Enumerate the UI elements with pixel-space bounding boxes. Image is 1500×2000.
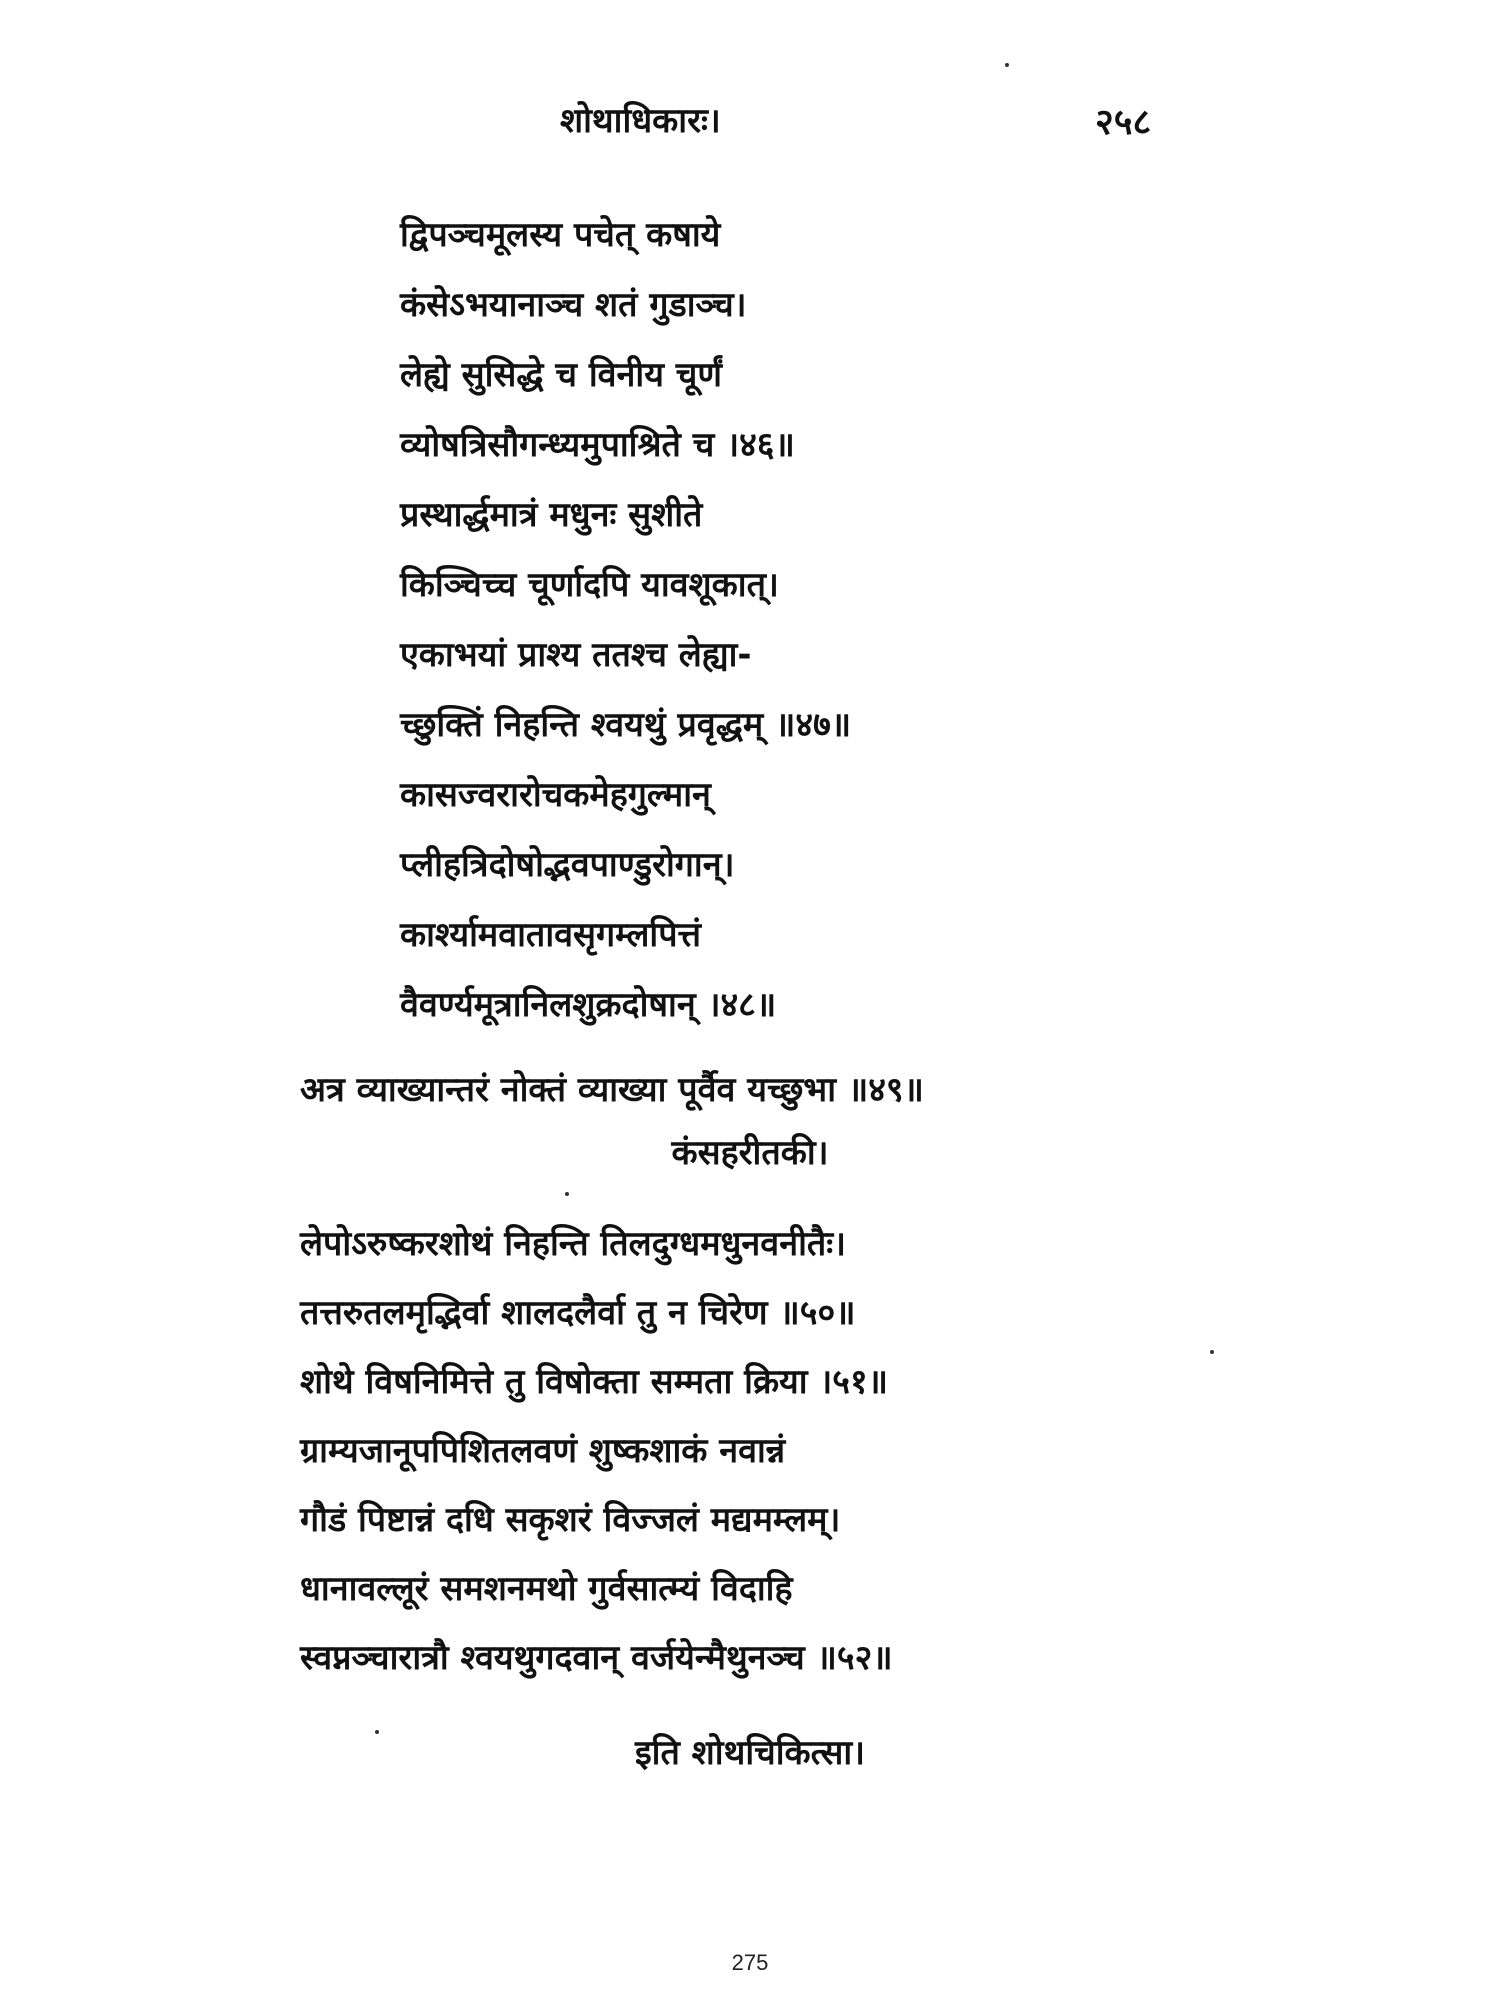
verse-line: लेह्ये सुसिद्धे च विनीय चूर्णं — [400, 355, 722, 395]
section-closing-heading: इति शोथचिकित्सा। — [634, 1733, 866, 1773]
verse-line: स्वप्नञ्चारात्रौ श्वयथुगदवान् वर्जयेन्मैथुनञ्च ॥५२॥ — [300, 1638, 893, 1678]
verse-line: गौडं पिष्टान्नं दधि सकृशरं विज्जलं मद्यमम्लम्। — [300, 1500, 841, 1540]
scan-speck — [1005, 63, 1009, 67]
verse-block-shotha-rules — [300, 1210, 1300, 1693]
verse-block-kansa-haritaki — [400, 200, 1200, 1040]
verse-line: वैवर्ण्यमूत्रानिलशुक्रदोषान् ।४८॥ — [400, 985, 777, 1025]
verse-line: कंसेऽभयानाञ्च शतं गुडाञ्च। — [400, 285, 747, 325]
folio-page-number: 275 — [731, 1950, 769, 1975]
commentary-line: अत्र व्याख्यान्तरं नोक्तं व्याख्या पूर्वैव यच्छुभा ॥४९॥ — [300, 1070, 924, 1110]
verse-line: कासज्वरारोचकमेहगुल्मान् — [400, 775, 711, 815]
page-header — [0, 96, 1500, 156]
running-title: शोथाधिकारः। — [560, 101, 721, 141]
verse-line: प्रस्थार्द्धमात्रं मधुनः सुशीते — [400, 495, 703, 535]
verse-line: व्योषत्रिसौगन्ध्यमुपाश्रिते च ।४६॥ — [400, 425, 795, 465]
verse-line: एकाभयां प्राश्य ततश्च लेह्या- — [400, 635, 752, 675]
section-heading-kansa-haritaki: कंसहरीतकी। — [671, 1133, 829, 1173]
scan-speck — [565, 1192, 569, 1196]
verse-line: च्छुक्तिं निहन्ति श्वयथुं प्रवृद्धम् ॥४७॥ — [400, 705, 852, 745]
verse-line: शोथे विषनिमित्ते तु विषोक्ता सम्मता क्रिया ।५१॥ — [300, 1362, 889, 1402]
verse-line: लेपोऽरुष्करशोथं निहन्ति तिलदुग्धमधुनवनीतैः। — [300, 1224, 847, 1264]
scan-speck — [1210, 1350, 1214, 1354]
verse-line: कार्श्यामवातावसृगम्लपित्तं — [400, 915, 702, 955]
verse-line: किञ्चिच्च चूर्णादपि यावशूकात्। — [400, 565, 779, 605]
verse-line: धानावल्लूरं समशनमथो गुर्वसात्म्यं विदाहि — [300, 1569, 793, 1609]
verse-line: तत्तरुतलमृद्भिर्वा शालदलैर्वा तु न चिरेण ॥५०॥ — [300, 1293, 856, 1333]
verse-line: द्विपञ्चमूलस्य पचेत् कषाये — [400, 215, 721, 255]
book-page-number: २५८ — [1095, 102, 1152, 143]
verse-line: प्लीहत्रिदोषोद्भवपाण्डुरोगान्। — [400, 845, 735, 885]
verse-line: ग्राम्यजानूपपिशितलवणं शुष्कशाकं नवान्नं — [300, 1431, 786, 1471]
